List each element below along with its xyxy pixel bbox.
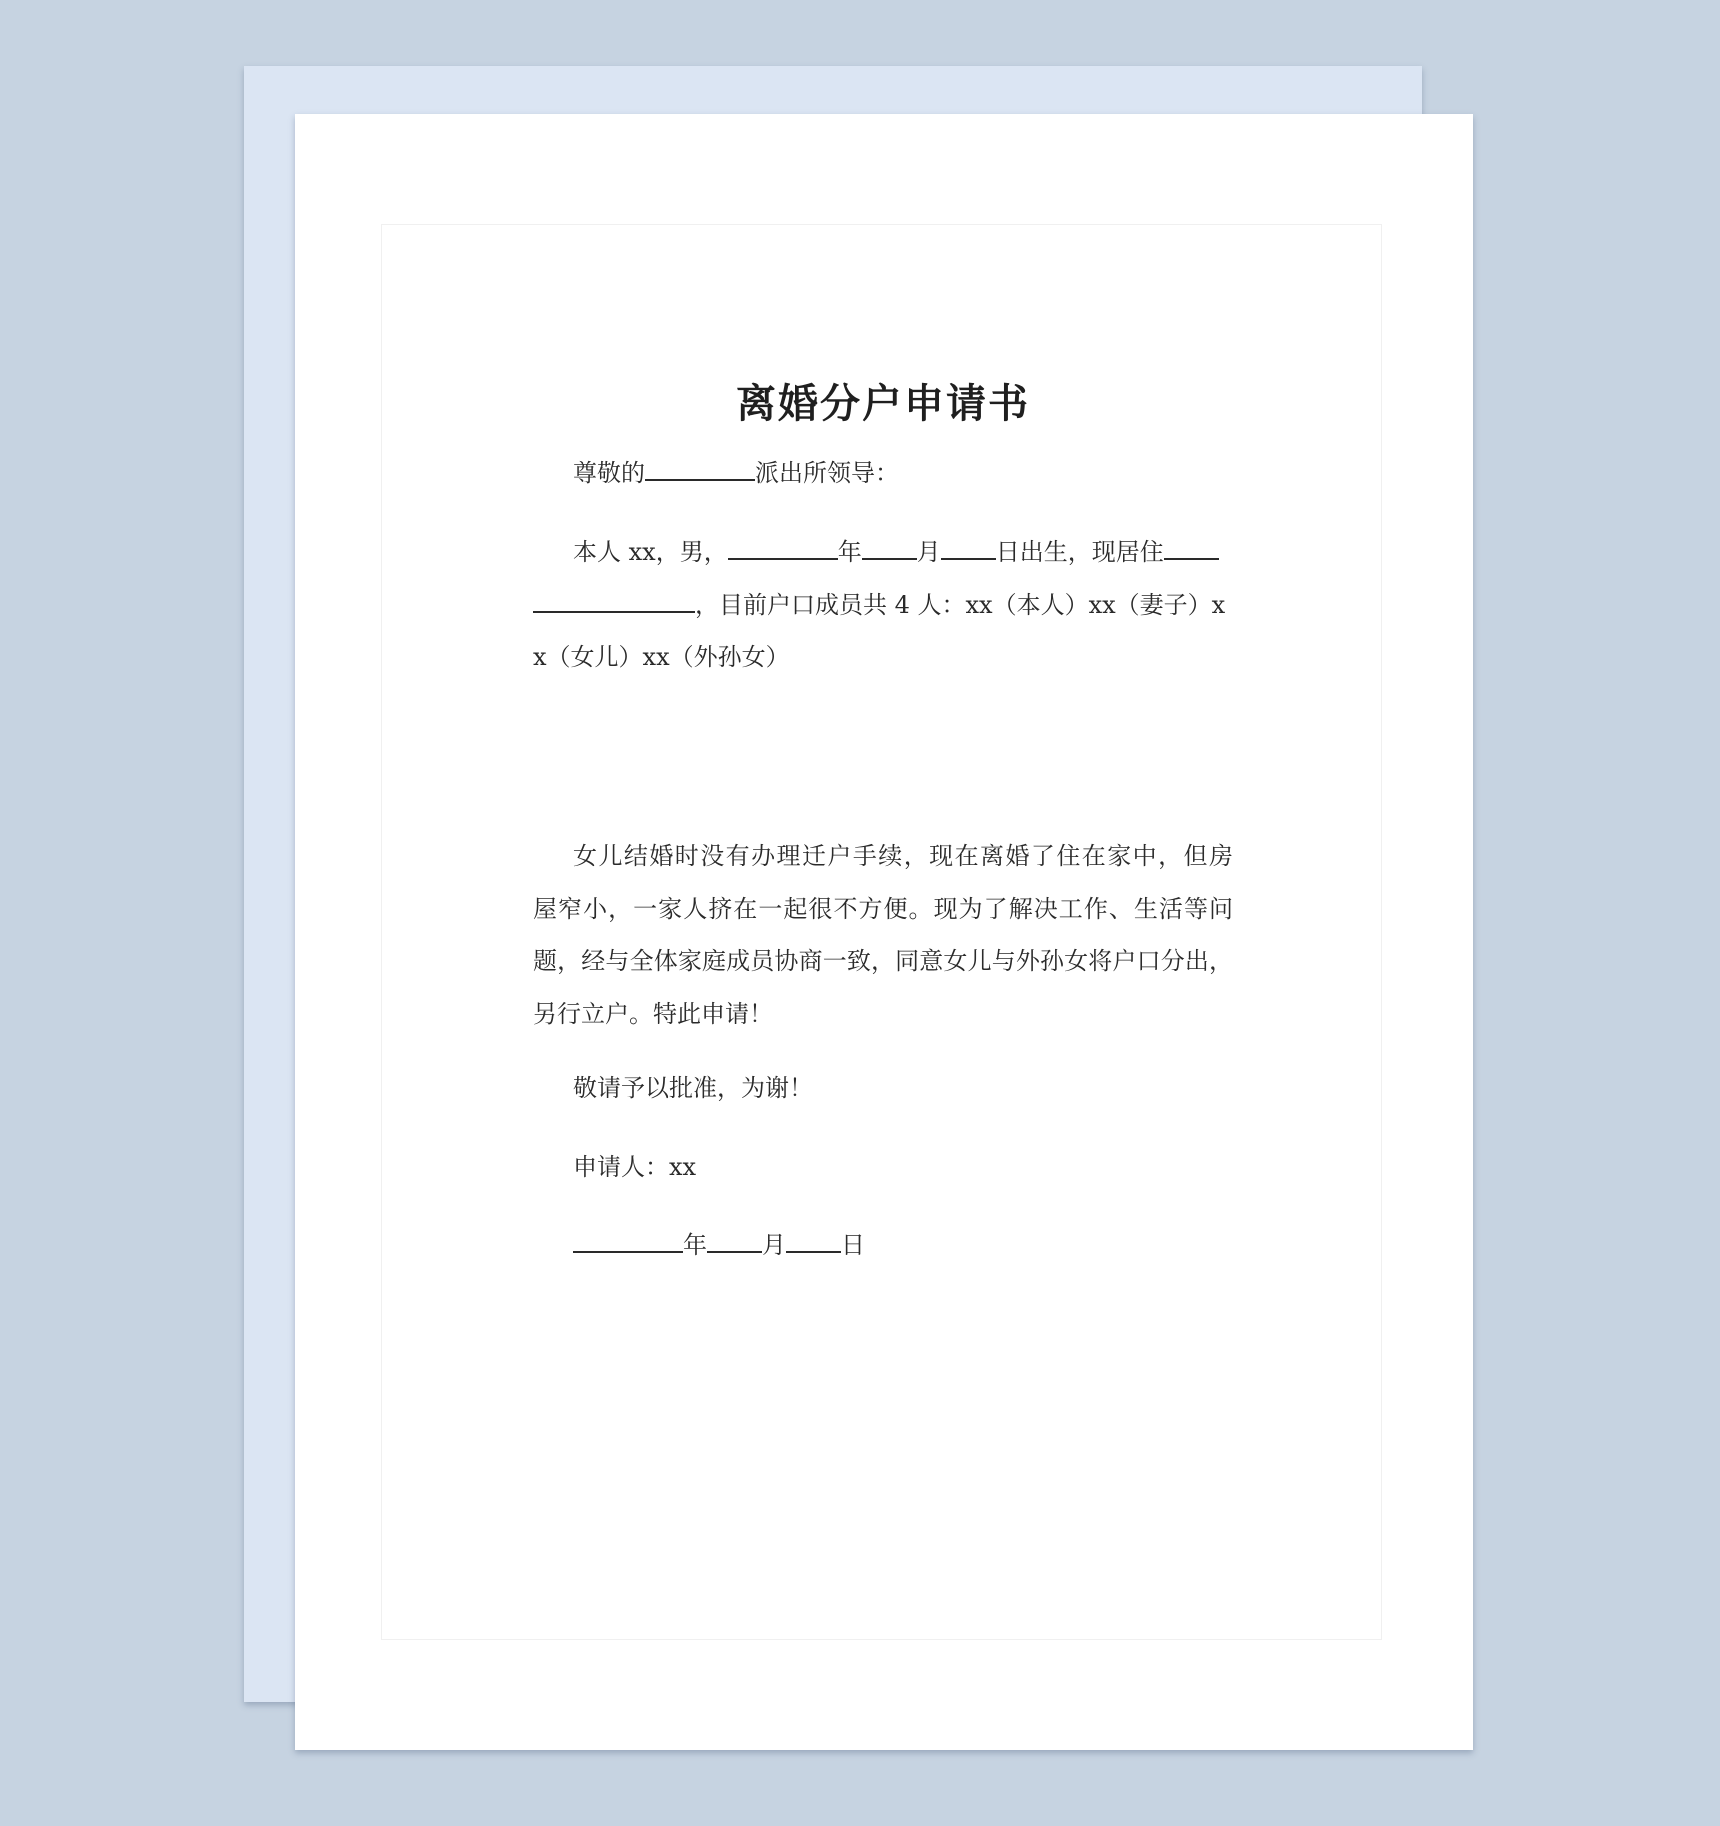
intro-text: 本人 xx，男，	[573, 538, 728, 566]
paragraph-personal-info	[533, 526, 1233, 684]
closing	[533, 1062, 1233, 1115]
sign-month-label: 月	[762, 1231, 786, 1259]
household-members-text-cont: x（女儿）xx（外孙女）	[533, 643, 790, 671]
born-lives-text: 日出生，现居住	[995, 538, 1164, 566]
reason-line-1: 女儿结婚时没有办理迁户手续，现在离婚了住在家中，但房	[573, 842, 1233, 870]
address-blank-1[interactable]	[1164, 540, 1219, 560]
police-station-blank[interactable]	[645, 461, 755, 481]
address-blank-2[interactable]	[533, 593, 695, 613]
reason-line-4: 另行立户。特此申请！	[533, 999, 773, 1028]
sign-year-label: 年	[683, 1231, 707, 1259]
closing-text: 敬请予以批准，为谢！	[573, 1074, 813, 1102]
birth-year-blank[interactable]	[728, 540, 838, 560]
household-members-text: ，目前户口成员共 4 人：xx（本人）xx（妻子）x	[695, 590, 1226, 619]
document-title: 离婚分户申请书	[736, 381, 1030, 427]
month-label: 月	[916, 538, 941, 566]
signature-date	[533, 1219, 1233, 1272]
reason-line-2: 屋窄小，一家人挤在一起很不方便。现为了解决工作、生活等问	[533, 894, 1233, 923]
reason-line-3: 题，经与全体家庭成员协商一致，同意女儿与外孙女将户口分出，	[533, 947, 1233, 975]
birth-day-blank[interactable]	[941, 540, 996, 560]
birth-month-blank[interactable]	[862, 540, 917, 560]
salutation-suffix: 派出所领导：	[755, 459, 899, 487]
sign-year-blank[interactable]	[573, 1233, 683, 1253]
document-page	[295, 114, 1473, 1750]
paragraph-reason	[533, 830, 1233, 1040]
salutation	[533, 447, 1233, 500]
sign-day-label: 日	[841, 1231, 865, 1259]
salutation-prefix: 尊敬的	[573, 459, 645, 487]
sign-month-blank[interactable]	[707, 1233, 762, 1253]
applicant-text: 申请人：xx	[573, 1153, 697, 1181]
applicant	[533, 1141, 1233, 1194]
sign-day-blank[interactable]	[786, 1233, 841, 1253]
year-label: 年	[837, 538, 862, 566]
